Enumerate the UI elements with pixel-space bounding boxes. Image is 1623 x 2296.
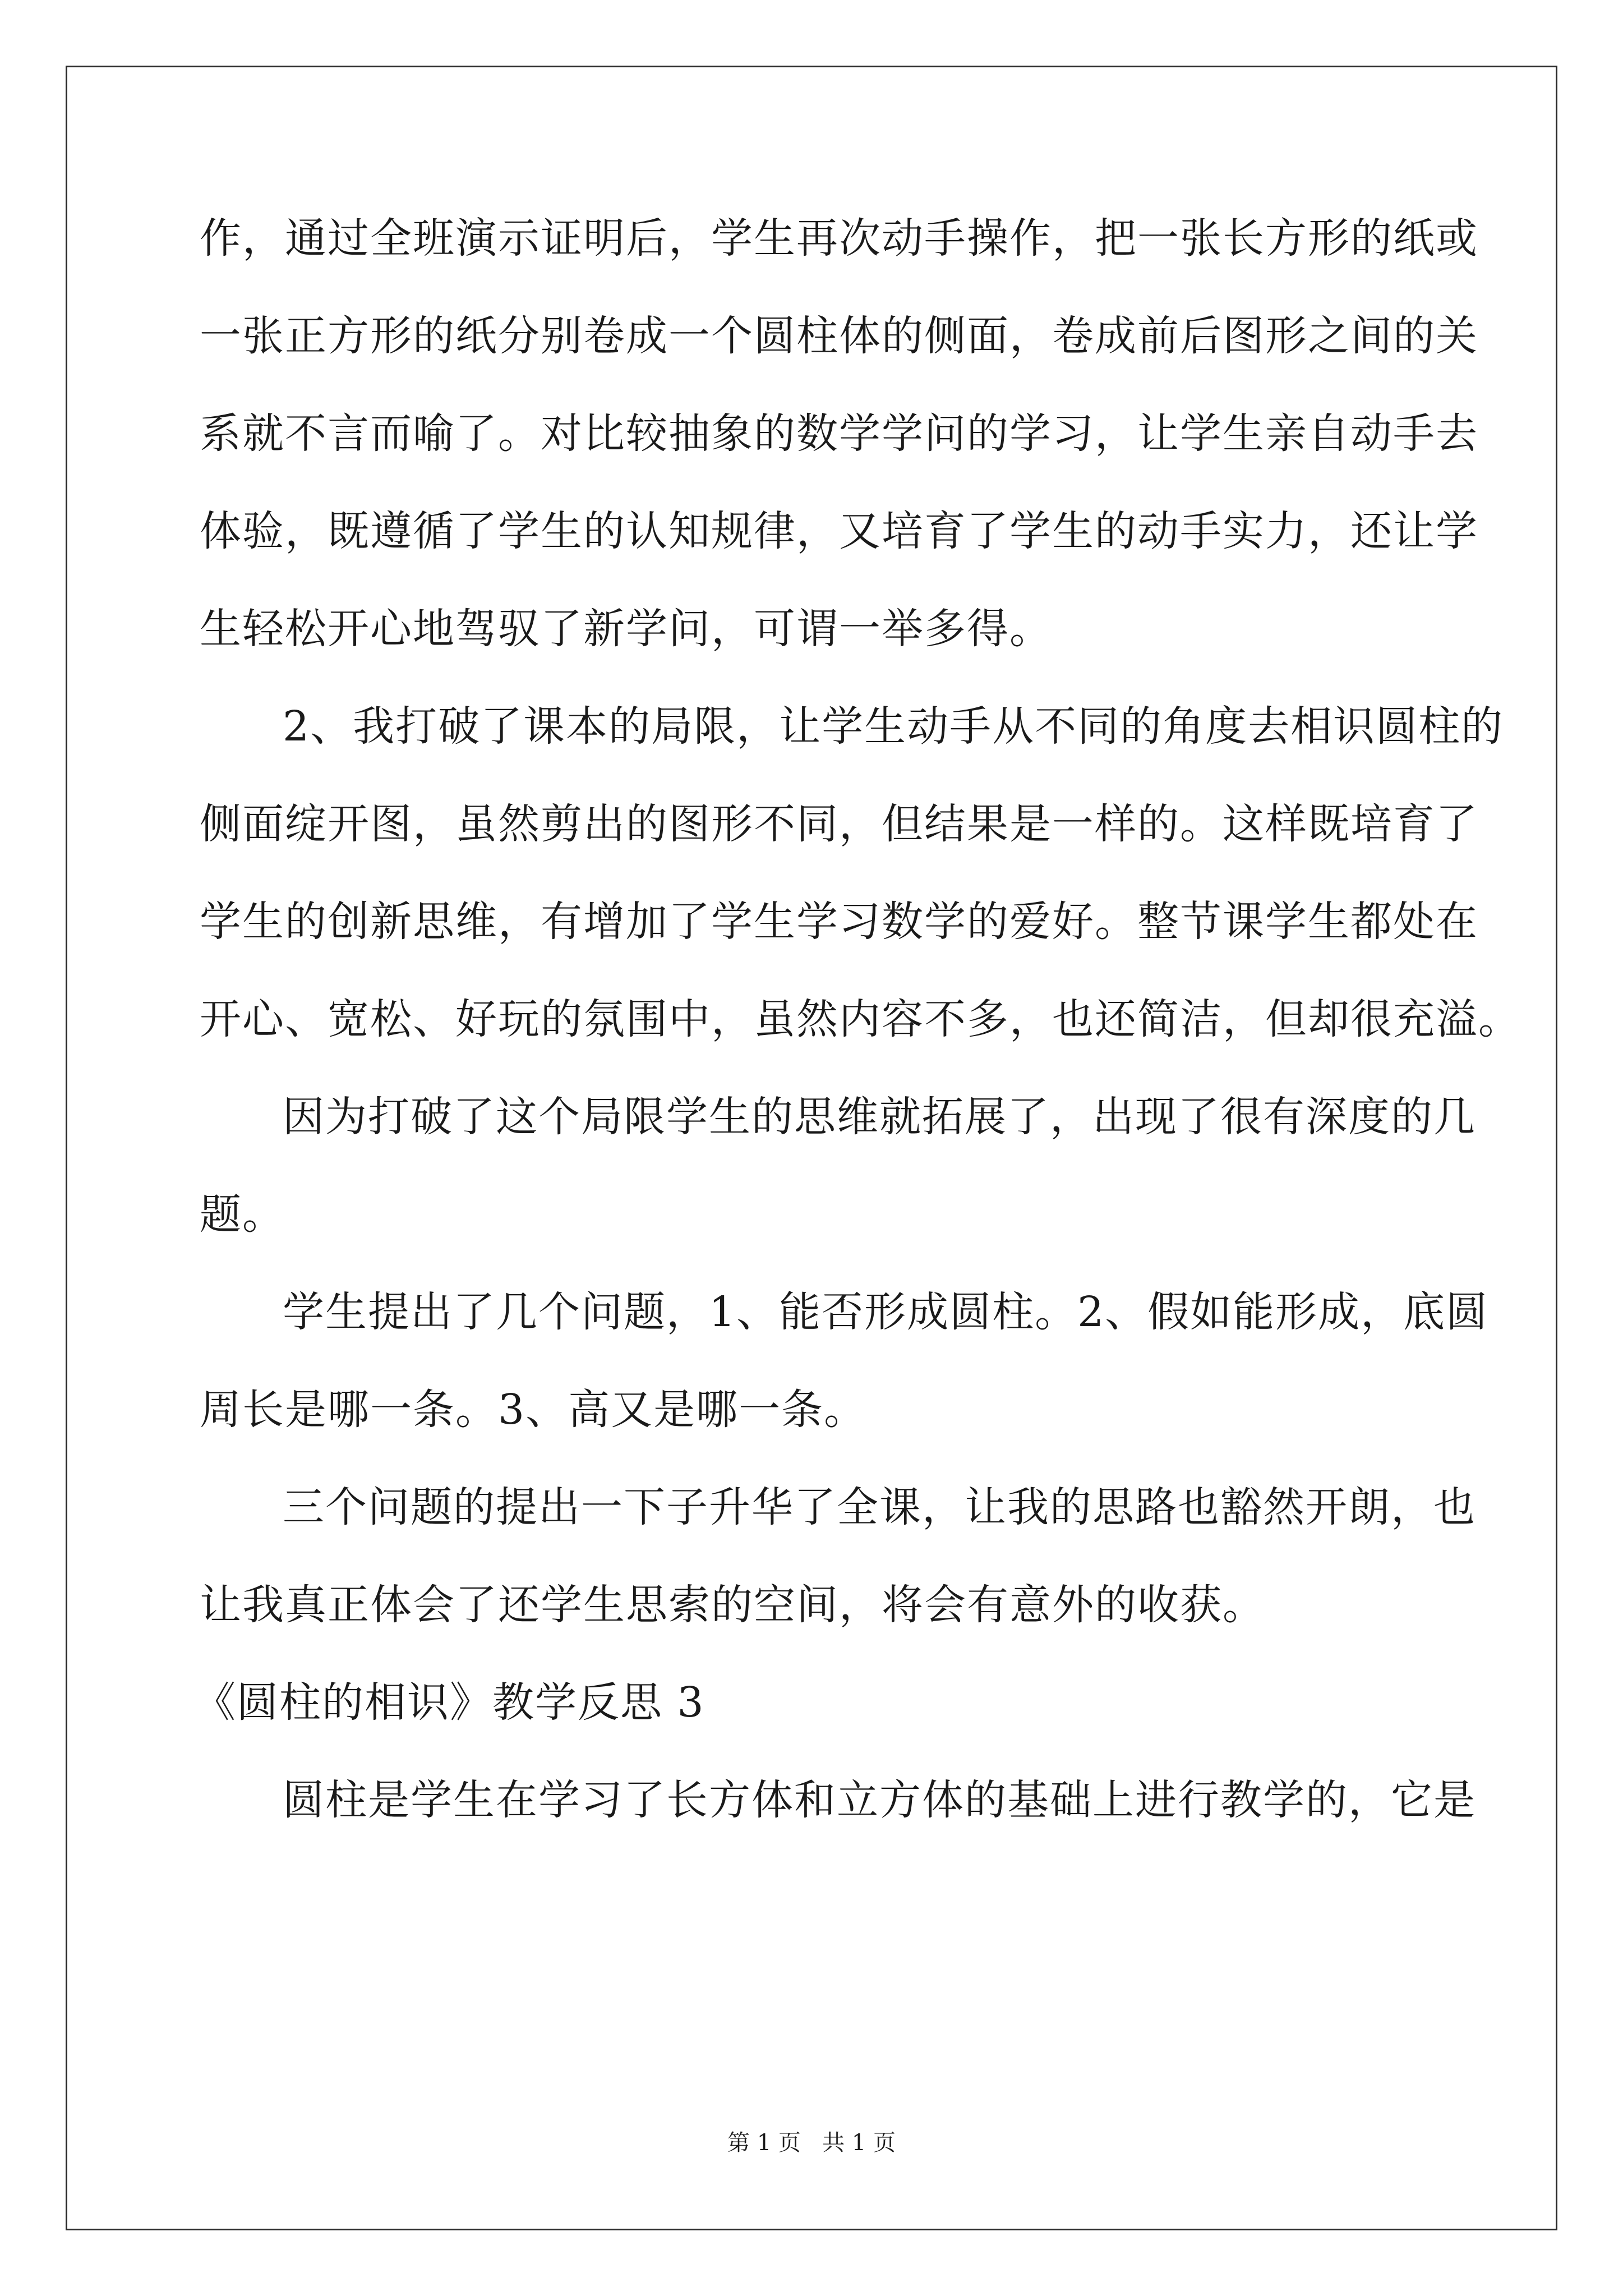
text-line: 开心、宽松、好玩的氛围中，虽然内容不多，也还简洁，但却很充溢。 bbox=[200, 995, 1521, 1043]
text-line: 三个问题的提出一下子升华了全课，让我的思路也豁然开朗，也 bbox=[283, 1483, 1476, 1531]
page-footer: 第 1 页 共 1 页 bbox=[727, 2130, 896, 2156]
section-heading: 《圆柱的相识》教学反思 3 bbox=[194, 1678, 705, 1727]
text-line: 圆柱是学生在学习了长方体和立方体的基础上进行教学的，它是 bbox=[283, 1776, 1476, 1824]
text-line: 作，通过全班演示证明后，学生再次动手操作，把一张长方形的纸或 bbox=[200, 214, 1478, 263]
text-line: 侧面绽开图，虽然剪出的图形不同，但结果是一样的。这样既培育了 bbox=[200, 800, 1478, 848]
text-line: 2、我打破了课本的局限，让学生动手从不同的角度去相识圆柱的 bbox=[283, 702, 1504, 751]
text-line: 学生提出了几个问题，1、能否形成圆柱。2、假如能形成，底圆 bbox=[283, 1288, 1489, 1336]
text-line: 生轻松开心地驾驭了新学问，可谓一举多得。 bbox=[200, 605, 1052, 653]
text-line: 学生的创新思维，有增加了学生学习数学的爱好。整节课学生都处在 bbox=[200, 898, 1478, 946]
text-line: 题。 bbox=[200, 1190, 285, 1239]
text-line: 让我真正体会了还学生思索的空间，将会有意外的收获。 bbox=[200, 1581, 1265, 1629]
text-line: 一张正方形的纸分别卷成一个圆柱体的侧面，卷成前后图形之间的关 bbox=[200, 312, 1478, 360]
text-line: 系就不言而喻了。对比较抽象的数学学问的学习，让学生亲自动手去 bbox=[200, 409, 1478, 458]
text-line: 因为打破了这个局限学生的思维就拓展了，出现了很有深度的几 bbox=[283, 1093, 1476, 1141]
page-border bbox=[66, 66, 1557, 2230]
text-line: 体验，既遵循了学生的认知规律，又培育了学生的动手实力，还让学 bbox=[200, 507, 1478, 555]
text-line: 周长是哪一条。3、高又是哪一条。 bbox=[200, 1386, 867, 1434]
